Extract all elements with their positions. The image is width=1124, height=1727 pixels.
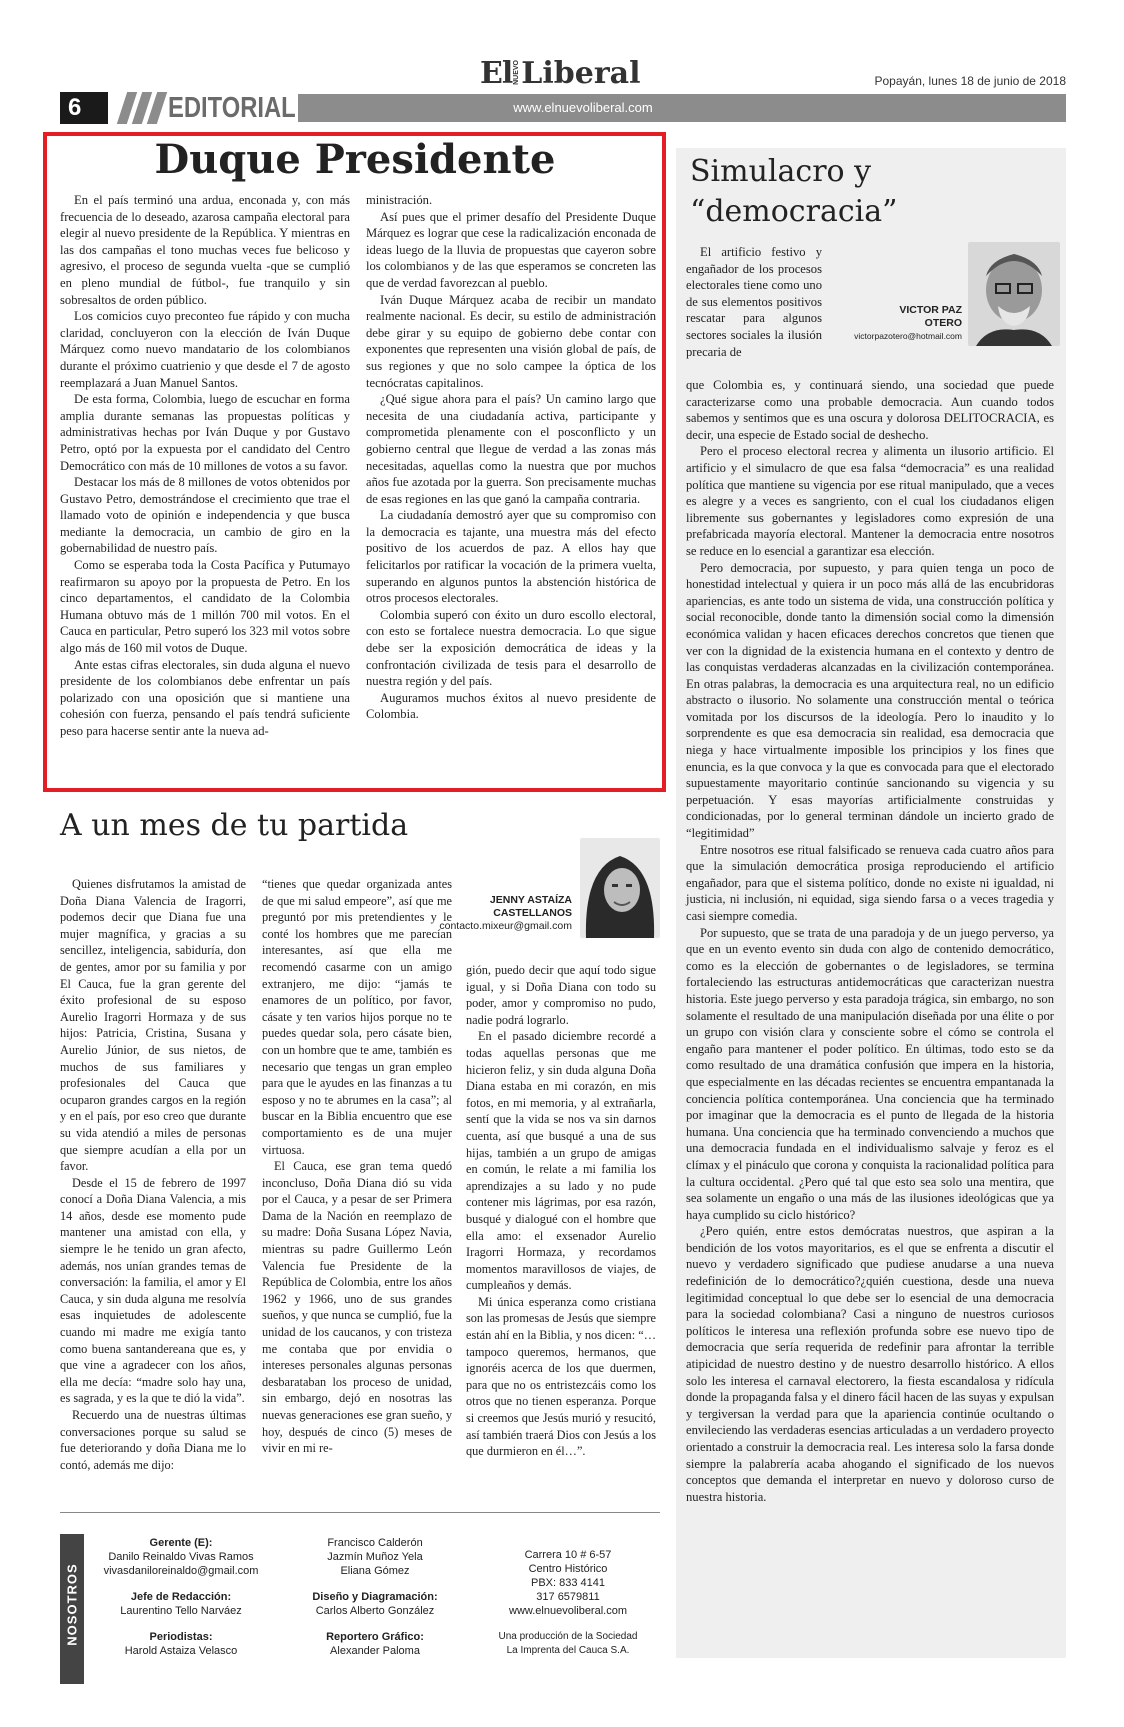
staff-name: Danilo Reinaldo Vivas Ramos	[108, 1551, 254, 1563]
author-name: JENNY ASTAÍZA	[489, 894, 572, 906]
paragraph: El Cauca, ese gran tema quedó inconcluso, Doña Diana dió su vida por el Cauca, y a pesar de ser Primera Dama de la Nación en reemplazo de su madre: Doña Susana López Navia, mientras su padre Guillermo León Valencia fue Presidente de la República de Colombia, entre los años 1962 y 1966, uno de sus grandes sueños, y que nunca se cumplió, fue la unidad de los caucanos, y con tristeza me contaba que por envidia o intereses personales algunas personas desbarataban los proceso de unidad, sin embargo, dejó en nosotras las nuevas generaciones ese gran sueño, y hoy, después de cinco (5) meses de vivir en mi re-	[262, 1159, 452, 1456]
tribute-column-3	[466, 962, 656, 1460]
paragraph: Entre nosotros ese ritual falsificado se renueva cada cuatro años para que la simulación democrática prosiga reproduciendo el artificio engañador, para que el sistema político, donde no existe ni igualdad, ni justicia, ni inclusión, ni equidad, siga siendo farsa o a veces tragedia y casi siempre comedia.	[686, 842, 1054, 923]
paragraph: El artificio festivo y engañador de los procesos electorales tiene como uno de sus elementos positivos rescatar para algunos sectores sociales la ilusión precaria de	[686, 245, 822, 359]
logo-nuevo: NUEVO	[513, 60, 521, 85]
credit-line: La Imprenta del Cauca S.A.	[506, 1645, 630, 1656]
credit-line: Una producción de la Sociedad	[498, 1631, 638, 1642]
paragraph: Colombia superó con éxito un duro escollo electoral, con esto se fortalece nuestra democracia. Lo que sigue debe ser la exposición democrática de ideas y la confrontación civilizada de tesis para el desarrollo de nuestra región y del país.	[366, 607, 656, 689]
staff-role: Gerente (E):	[149, 1537, 213, 1549]
author-name: CASTELLANOS	[493, 907, 572, 919]
nosotros-label: NOSOTROS	[64, 1563, 80, 1646]
paragraph: Quienes disfrutamos la amistad de Doña Diana Valencia de Iragorri, podemos decir que Diana fue una mujer magnífica, y gracias a su sencillez, inteligencia, sabiduría, don de gentes, amor por su familia y por El Cauca, fue la gran gerente del éxito profesional de su esposo Aurelio Iragorri Hormaza y de sus hijos: Patricia, Cristina, Susana y Aurelio Júnior, de sus nietos, de muchos de sus familiares y profesionales del Cauca que ocuparon grandes cargos en la región y en el país, por eso creo que durante su vida atendió a miles de personas que siempre acudían a ella por un favor.	[60, 877, 246, 1174]
editorial-column-1	[60, 192, 350, 740]
paragraph: Ante estas cifras electorales, sin duda alguna el nuevo presidente de los colombianos debe enfrentar un país polarizado con una oposición que si mantiene una cohesión con fuerza, pensando el país tendrá suficiente peso para hacerse sentir ante la nueva ad-	[60, 657, 350, 738]
staff-role: Reportero Gráfico:	[326, 1631, 424, 1643]
site-url[interactable]: www.elnuevoliberal.com	[513, 100, 653, 115]
author-name: OTERO	[924, 317, 962, 329]
staff-address	[488, 1548, 648, 1658]
paragraph: De esta forma, Colombia, luego de escuchar en forma amplia durante semanas las propuestas políticas y administrativas hechas por Iván Duque y por Gustavo Petro, optó por la expuesta por el candidato del Centro Democrático con más de 10 millones de votos a su favor.	[60, 392, 350, 473]
editorial-headline: Duque Presidente	[154, 136, 556, 183]
staff-name: Eliana Gómez	[340, 1565, 410, 1577]
nosotros-tab	[60, 1534, 84, 1684]
opinion-title-line-2: “democracia”	[690, 194, 898, 229]
paragraph: Los comicios cuyo preconteo fue rápido y con mucha claridad, concluyeron con la elección de Iván Duque Márquez como nuevo mandatario de los colombianos durante el próximo cuatrienio y que desde el 7 de agosto reemplazará a Juan Manuel Santos.	[60, 309, 350, 390]
opinion-title	[690, 152, 897, 232]
paragraph: que Colombia es, y continuará siendo, una sociedad que puede caracterizarse como una probable democracia. Aun cuando todos sabemos y sentimos que es una oscura y dolorosa DELITOCRACIA, es decir, una especie de Estado social de deshecho.	[686, 378, 1054, 442]
author-email[interactable]: contacto.mixeur@gmail.com	[439, 920, 572, 932]
paragraph: Destacar los más de 8 millones de votos obtenidos por Gustavo Petro, demostrándose el crecimiento que trae el llamado voto de opinión e independencia y que busca mediante la democracia, un cambio de giro en la gobernabilidad de nuestro país.	[60, 475, 350, 556]
masthead-logo	[480, 56, 650, 96]
staff-name: Laurentino Tello Narváez	[120, 1605, 242, 1617]
paragraph: “tienes que quedar organizada antes de que mi salud empeore”, así que me preguntó por mis pretendientes y le conté los hombres que me parecían interesantes, así que ella me recomendó casarme con un amigo extranjero, me dijo: “jamás te enamores de un político, por favor, cásate y ten varios hijos porque no te puedes quedar sola, pero cásate bien, con un hombre que te ame, también es necesario que tengas un gran empleo para que le ayudes en las finanzas a tu esposo y no te abrumes en la casa”; al buscar en la Biblia encuentro que ese comportamiento es de una mujer virtuosa.	[262, 877, 452, 1157]
tribute-column-1	[60, 876, 246, 1473]
address-line: Centro Histórico	[528, 1563, 608, 1575]
paragraph: Desde el 15 de febrero de 1997 conocí a Doña Diana Valencia, a mis 14 años, desde ese momento pude mantener una amistad con ella, y siempre le he tenido un gran afecto, además, nos unían grandes temas de conversación: la familia, el amor y El Cauca, y sin duda alguna me resolvía esas inquietudes de adolescente cuando mi madre me exigía tanto como buena santandereana que es, y que vine a agradecer con los años, ella me decía: “madre solo hay una, es sagrada, y es la que te dió la vida”.	[60, 1175, 246, 1406]
page-number: 6	[60, 92, 108, 124]
address-line: Carrera 10 # 6-57	[524, 1549, 612, 1561]
section-title: EDITORIAL	[168, 92, 296, 124]
dateline: Popayán, lunes 18 de junio de 2018	[874, 74, 1066, 88]
paragraph: Como se esperaba toda la Costa Pacífica y Putumayo reafirmaron su apoyo por la propuesta de Petro. En los cinco departamentos, el candidato de la Colombia Humana obtuvo más de 1 millón 700 mil votos. En el Cauca en particular, Petro superó los 323 mil votos sobre algo más de 160 mil votos de Duque.	[60, 558, 350, 656]
paragraph: Mi única esperanza como cristiana son las promesas de Jesús que siempre están ahí en la Biblia, y nos dicen: “…tampoco queremos, hermanos, que ignoréis acerca de los que duermen, para que no os entristezcáis como los otros que no tienen esperanza. Porque si creemos que Jesús murió y resucitó, así también traerá Dios con Jesús a los que durmieron en él…”.	[466, 1294, 656, 1459]
staff-name: Carlos Alberto González	[315, 1605, 435, 1617]
paragraph: ¿Pero quién, entre estos demócratas nuestros, que aspiran a la bendición de los votos mayoritarios, es el que se enfrenta a discutir el nuevo y verdadero significado que pudiese anudarse a una nueva redefinición de lo democrático?¿quién cuestiona, desde una nueva legitimidad conceptual lo que debe ser lo esencial de una democracia para la sociedad colombiana? Casi a ninguno de nuestros curiosos políticos le interesa una reflexión profunda sobre ese nuevo tipo de democracia que sería requerida de redefinir para afrontar la terrible atipicidad de nuestro destino y de nuestro desarrollo histórico. A ellos solo les interesa el carnaval electorero, la fiesta escandalosa y ridícula donde la propaganda falsa y el dinero fácil hacen de las suyas y expulsan y tergiversan la verdad para que la apariencia continúe ocultando o envileciendo las verdaderas esencias articuladas a un verdadero proyecto orientado a construir la democracia real. Les interesa solo la farsa donde siempre la palabrería acaba ahogando el significado de los nuevos conceptos que demanda el interpretar en nuevo y doloroso curso de nuestra historia.	[686, 1224, 1054, 1504]
opinion-title-line-1: Simulacro y	[690, 154, 872, 189]
staff-role: Jefe de Redacción:	[130, 1591, 232, 1603]
tribute-title: A un mes de tu partida	[60, 808, 409, 843]
author-photo	[580, 838, 660, 938]
logo-el: El	[480, 56, 513, 91]
address-line: 317 6579811	[536, 1591, 600, 1603]
opinion-intro	[686, 244, 822, 360]
editorial-column-2	[366, 192, 656, 723]
opinion-byline	[820, 304, 962, 343]
paragraph: Pero democracia, por supuesto, y para quien tenga un poco de honestidad intelectual y quiera ir un poco más allá de las encubridoras apariencias, es ante todo un sistema de vida, una construcción política y social reconocible, donde tanto la dimensión social como la dimensión económica validan y hacen eficaces derechos concretos que tienen que ver con la dignidad de la existencia humana en el contexto y dentro de las conquistas verdaderas alcanzadas en la civilización contemporánea. En otras palabras, la democracia es una arquitectura real, no un edificio abstracto o ilusorio. No solamente una construcción mental o teórica vomitada por los discursos de la ideología. Pero lo inaudito y lo sorprendente es que esa democracia sin realidad, esa democracia que niega y hace virtualmente imposible los principios y los fines que enuncia, es la que convoca y la que es convocada para que el electorado supuestamente mayoritario continúe sancionando su vigencia y su perpetuación. Y esas mayorías artificialmente construidas y condicionadas, por lo general terminan dándole un incierto grado de “legitimidad”	[686, 560, 1054, 841]
staff-name: Francisco Calderón	[327, 1537, 423, 1549]
paragraph: En el país terminó una ardua, enconada y, con más frecuencia de lo deseado, azarosa campaña electoral para elegir al nuevo presidente de la República. Y mientras en las dos campañas el tono muchas veces fue belicoso y agresivo, el proceso de segunda vuelta -que se cumplió en pleno mundial de fútbol-, fue tranquilo y sin sobresaltos de orden público.	[60, 193, 350, 307]
paragraph: Recuerdo una de nuestras últimas conversaciones porque su salud se fue deteriorando y doña Diana me lo contó, además me dijo:	[60, 1408, 246, 1472]
paragraph: ¿Qué sigue ahora para el país? Un camino largo que necesita de una ciudadanía activa, participante y comprometida plenamente con el posconflicto y un gobierno central que llegue de verdad a las zonas más necesitadas, aquellas como la nuestra que por muchos años fue azotada por la guerra. Son precisamente muchas de esas regiones en las que ganó la campaña contraria.	[366, 392, 656, 506]
address-line: PBX: 833 4141	[530, 1577, 605, 1589]
author-photo	[968, 242, 1060, 346]
author-email[interactable]: victorpazotero@hotmail.com	[854, 331, 962, 341]
staff-role: Periodistas:	[149, 1631, 213, 1643]
paragraph: Auguramos muchos éxitos al nuevo presidente de Colombia.	[366, 690, 656, 722]
staff-email[interactable]: vivasdaniloreinaldo@gmail.com	[103, 1565, 259, 1577]
tribute-column-2	[262, 876, 452, 1457]
staff-name: Alexander Paloma	[330, 1645, 420, 1657]
paragraph: gión, puedo decir que aquí todo sigue igual, y si Doña Diana con todo su poder, amor y compromiso no pudo, nadie podrá lograrlo.	[466, 963, 656, 1027]
paragraph: ministración.	[366, 193, 433, 207]
paragraph: Iván Duque Márquez acaba de recibir un mandato realmente nacional. Es decir, su estilo de administración debe girar y su equipo de gobierno debe contar con exponentes que representen una visión global de país, de sus regiones y que no solo campee la óptica de los tecnócratas capitalinos.	[366, 292, 656, 390]
divider	[60, 1512, 660, 1513]
paragraph: Pero el proceso electoral recrea y alimenta un ilusorio artificio. El artificio y el simulacro de que esa falsa “democracia” es una realidad política que mantiene su vigencia por ese ritual manipulado, que a veces es alegre y a veces es sangriento, con el cual los ciudadanos eligen libremente sus gobernantes y legisladores como expresión de una prefabricada mayoría electoral. Mantener la democracia entre nosotros se reduce en lo esencial a garantizar esa elección.	[686, 444, 1054, 558]
author-name: VICTOR PAZ	[899, 304, 962, 316]
staff-block-2	[290, 1536, 460, 1658]
paragraph: En el pasado diciembre recordé a todas aquellas personas que me hicieron feliz, y sin duda alguna Doña Diana estaba en mi corazón, en mis fotos, en mi memoria, y al extrañarla, sentí que la vida se nos va sin darnos cuenta, así que busqué a una de sus hijas, también a un grupo de amigas en común, le relate a mi familia los aprendizajes a su lado y no pude contener mis lágrimas, por esa razón, busqué y dialogué con el hombre que ella amo: el exsenador Aurelio Iragorri Hormaza, y recordamos momentos maravillosos de viajes, de cumpleaños y demás.	[466, 1029, 656, 1293]
paragraph: Así pues que el primer desafío del Presidente Duque Márquez es lograr que cese la radicalización enconada de ideas luego de la lluvia de propuestas que cayeron sobre los colombianos y de las que esperamos se concreten las que de verdad favorezcan al pueblo.	[366, 209, 656, 290]
logo-liberal: Liberal	[521, 56, 641, 91]
staff-name: Jazmín Muñoz Yela	[327, 1551, 423, 1563]
paragraph: La ciudadanía demostró ayer que su compromiso con la democracia es tajante, una muestra más del efecto positivo de los acuerdos de paz. A ellos hay que felicitarlos por ratificar la vocación de la primera vuelta, superando en algunos puntos la abstención histórica de otros procesos electorales.	[366, 508, 656, 606]
staff-name: Harold Astaiza Velasco	[124, 1645, 238, 1657]
staff-role: Diseño y Diagramación:	[312, 1591, 438, 1603]
paragraph: Por supuesto, que se trata de una paradoja y de un juego perverso, ya que en un evento evento sin duda con algo de contenido democrático, como es la elección de gobernantes o de legisladores, se termina fortaleciendo las estructuras antidemocráticas que caracterizan nuestra historia. Este juego perverso y esta paradoja trágica, sin embargo, no son solamente el resultado de una manipulación diseñada por una élite o por un grupo con visión clara y consciente sobre el cómo se controla el engaño para mantener el poder político. En últimas, todo esto se da como resultado de una dramática confusión que impera en la historia, que especialmente en las décadas recientes se encuentra empantanada la conciencia política contemporánea. Una conciencia que ha terminado por imaginar que la democracia es el punto de llegada de la historia humana. Una conciencia que ha terminado convenciendo a muchos que una democracia fundada en el individualismo salvaje y feroz es el clímax y el pináculo que corona y conquista la racionalidad política para la cultura occidental. ¿Pero qué tal que esto sea solo una mentira, que sea solamente un engaño o una más de las ilusiones ideológicas que ya haya cumplido su ciclo histórico?	[686, 925, 1054, 1222]
website-link[interactable]: www.elnuevoliberal.com	[509, 1605, 627, 1617]
staff-block-1	[96, 1536, 266, 1658]
opinion-body	[686, 377, 1054, 1505]
